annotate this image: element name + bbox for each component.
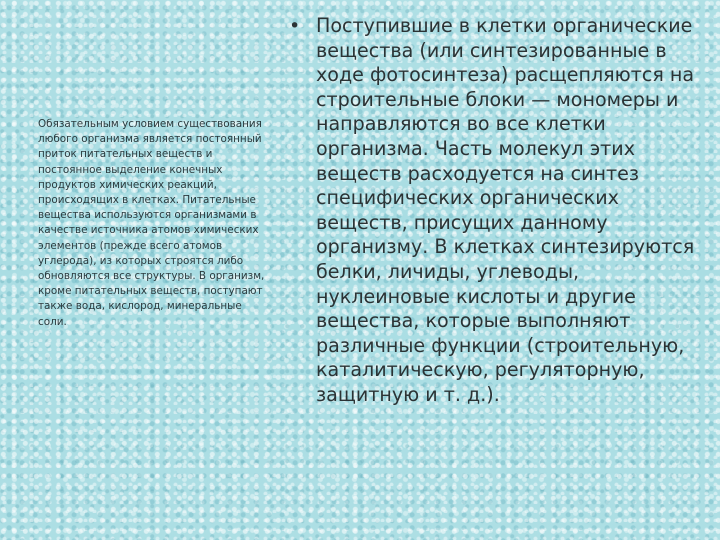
left-note-text: Обязательным условием существования любого организма является постоянный приток питательных веществ и постоянное выделение конечных продуктов химических реакций, происходящих в клетках. Питательные вещества используются организмами в качестве источника атомов химических элементов (прежде всего атомов углерода), из которых строятся либо обновляются все структуры. В организм, кроме питательных веществ, поступают также вода, кислород, минеральные соли.: [38, 118, 265, 328]
bullet-list: [286, 14, 698, 408]
bullet-item: [286, 14, 698, 408]
bullet-text: Поступившие в клетки органические вещества (или синтезированные в ходе фотосинтеза) расщепляются на строительные блоки — мономеры и направляются во все клетки организма. Часть молекул этих веществ расходуется на синтез специфических органических веществ, присущих данному организму. В клетках синтезируются белки, личиды, углеводы, нуклеиновые кислоты и другие вещества, которые выполняют различные функции (строительную, каталитическую, регуляторную, защитную и т. д.).: [316, 14, 695, 406]
bullet-dot-icon: •: [289, 15, 301, 37]
